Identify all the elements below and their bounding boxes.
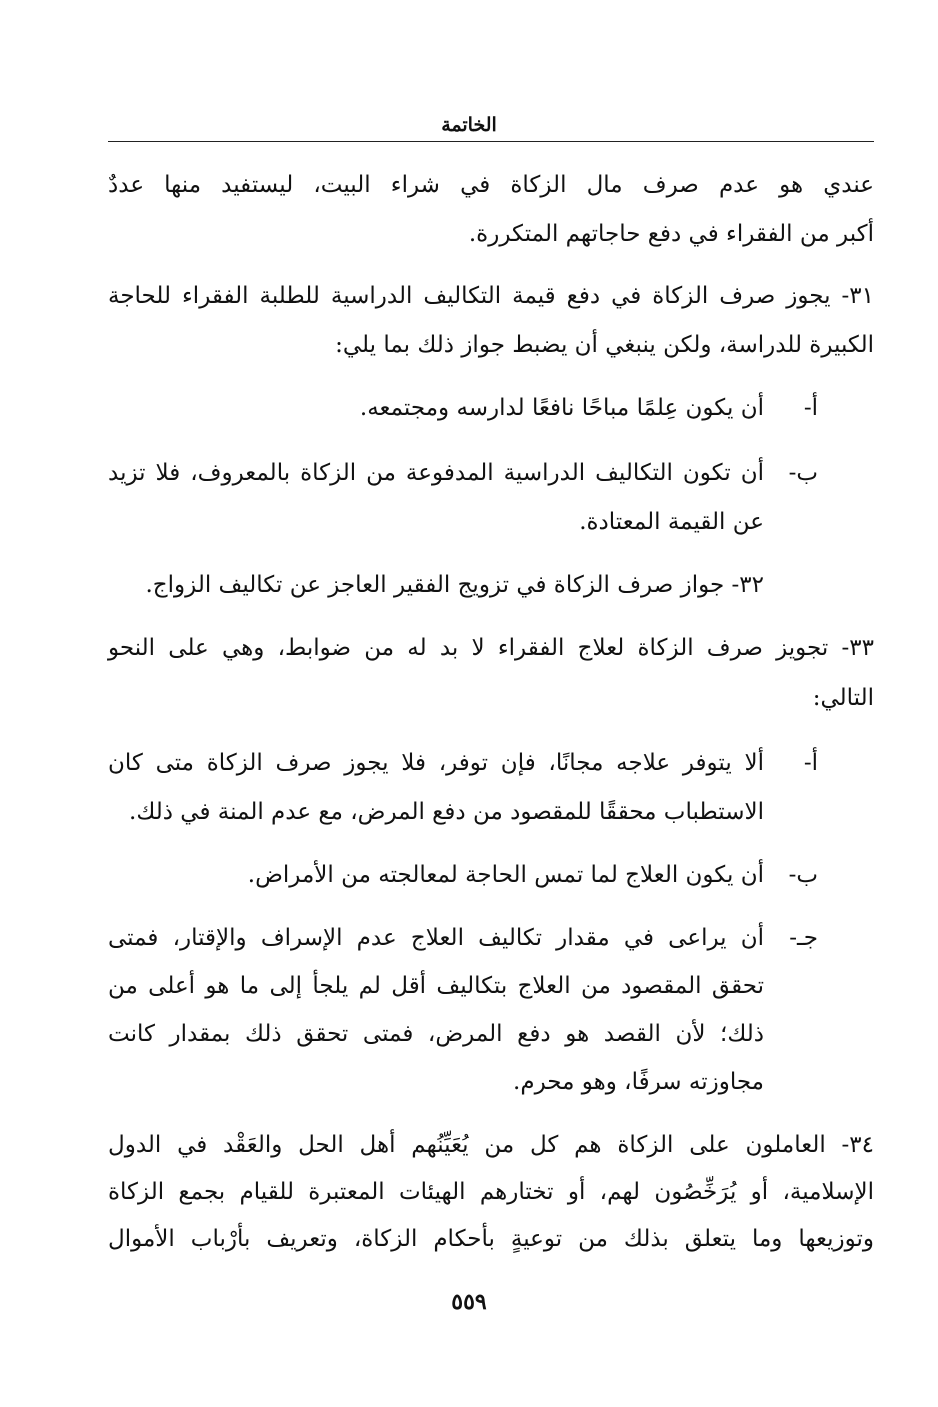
subitem-line: أن يكون عِلمًا مباحًا نافعًا لدارسه ومجتمعه. bbox=[359, 395, 764, 421]
subitem-line: الاستطباب محققًا للمقصود من دفع المرض، مع عدم المنة في ذلك. bbox=[129, 799, 764, 825]
subitem-line: أن يراعى في مقدار تكاليف العلاج عدم الإسراف والإقتار، فمتى bbox=[108, 925, 764, 951]
subitem-line: أن يكون العلاج لما تمس الحاجة لمعالجته من الأمراض. bbox=[247, 862, 764, 888]
paragraph-line: عندي هو عدم صرف مال الزكاة في شراء البيت، ليستفيد منها عددٌ bbox=[108, 172, 874, 198]
running-header-title: الخاتمة bbox=[441, 114, 497, 136]
subitem-line: تحقق المقصود من العلاج بتكاليف أقل لم يلجأ إلى ما هو أعلى من bbox=[108, 973, 764, 999]
subitem-marker: ب- bbox=[788, 460, 818, 486]
subitem-line: ذلك؛ لأن القصد هو دفع المرض، فمتى تحقق ذلك بمقدار كانت bbox=[108, 1021, 764, 1047]
page-number: ٥٥٩ bbox=[451, 1289, 487, 1315]
subitem-line: أن تكون التكاليف الدراسية المدفوعة من الزكاة بالمعروف، فلا تزيد bbox=[108, 460, 764, 486]
subitem-line: عن القيمة المعتادة. bbox=[579, 509, 764, 535]
list-item-33-line: ٣٣- تجويز صرف الزكاة لعلاج الفقراء لا بد له من ضوابط، وهي على النحو bbox=[108, 635, 874, 661]
subitem-line: مجاوزته سرفًا، وهو محرم. bbox=[513, 1069, 764, 1095]
list-item-31-line: ٣١- يجوز صرف الزكاة في دفع قيمة التكاليف الدراسية للطلبة الفقراء للحاجة bbox=[108, 283, 874, 309]
subitem-marker: أ- bbox=[803, 395, 818, 421]
subitem-marker: جـ- bbox=[789, 925, 818, 951]
paragraph-line: أكبر من الفقراء في دفع حاجاتهم المتكررة. bbox=[468, 221, 874, 247]
subitem-marker: أ- bbox=[803, 750, 818, 776]
list-item-33-line: التالي: bbox=[812, 685, 874, 711]
list-item-32-line: ٣٢- جواز صرف الزكاة في تزويج الفقير العاجز عن تكاليف الزواج. bbox=[145, 572, 764, 598]
list-item-31-line: الكبيرة للدراسة، ولكن ينبغي أن يضبط جواز ذلك بما يلي: bbox=[335, 332, 874, 358]
list-item-34-line: وتوزيعها وما يتعلق بذلك من توعيةٍ بأحكام الزكاة، وتعريف بأرْباب الأموال bbox=[108, 1226, 874, 1252]
subitem-line: ألا يتوفر علاجه مجانًا، فإن توفر، فلا يجوز صرف الزكاة متى كان bbox=[108, 750, 764, 776]
header-rule bbox=[108, 141, 874, 142]
list-item-34-line: الإسلامية، أو يُرَخِّصُون لهم، أو تختارهم الهيئات المعتبرة للقيام بجمع الزكاة bbox=[108, 1179, 874, 1205]
list-item-34-line: ٣٤- العاملون على الزكاة هم كل من يُعَيِّنُهم أهل الحل والعَقْد في الدول bbox=[108, 1132, 874, 1158]
subitem-marker: ب- bbox=[788, 862, 818, 888]
